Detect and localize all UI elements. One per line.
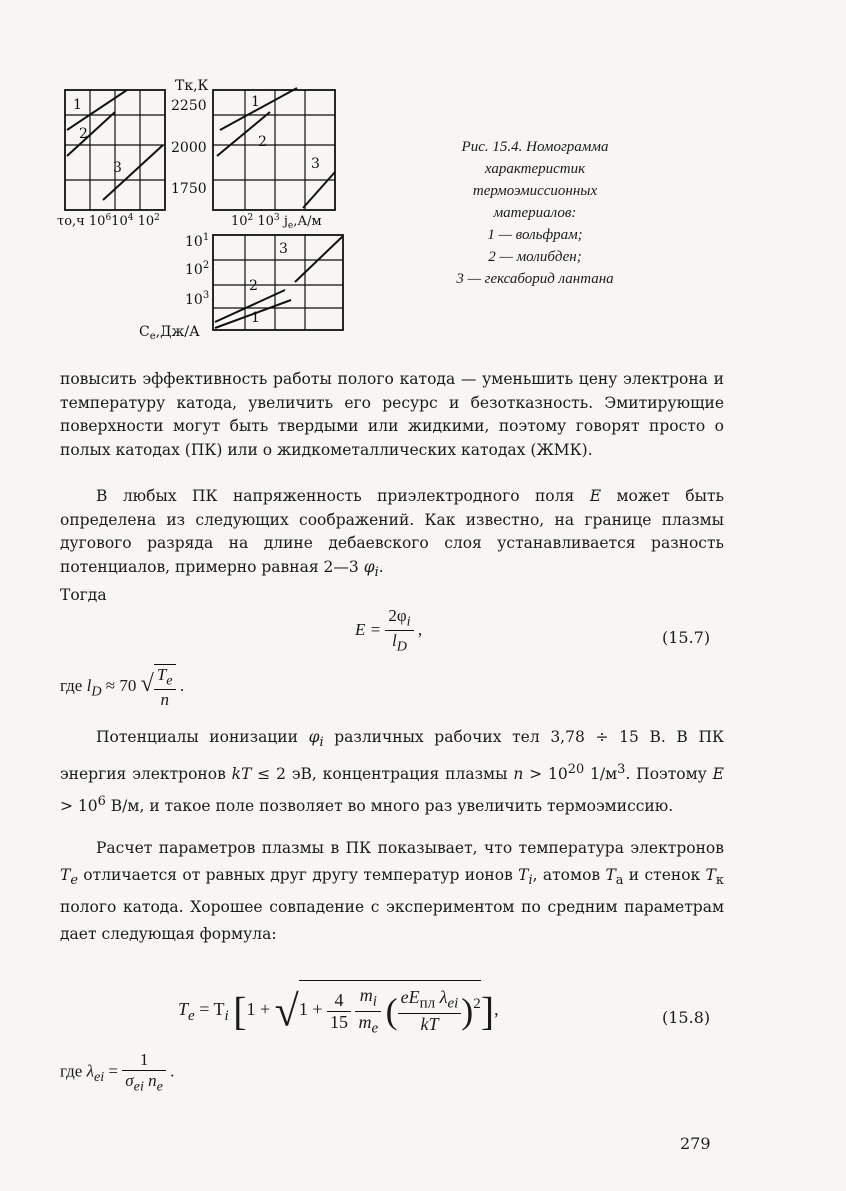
ce-tick-3: $10^3$: [185, 290, 210, 308]
tk-tick-2250: 2250: [171, 98, 207, 114]
paragraph-2: В любых ПК напряженность приэлектродного поля E может быть определена из следующих соображений. Как известно, на границе плазмы дугового разряда на длине дебаевского слоя устанавливается разность потенциалов, примерно равная 2—3 $\varphi_i$. Тогда: [60, 487, 724, 605]
figure-caption: [400, 136, 670, 290]
region-label-1-right: 1: [251, 94, 260, 110]
region-label-2-right: 2: [258, 134, 267, 150]
region-label-3-left: 3: [113, 160, 122, 176]
lambda-formula: где $\lambda_{ei}$ = $\frac{1}{\sigma_{ei} n_e}$ .: [60, 1050, 175, 1095]
caption-item-1: 1 — вольфрам;: [487, 227, 583, 243]
equation-15-7: E = $\frac{2\varphi_i}{l_D}$ ,: [355, 606, 423, 655]
grid-top-right: [213, 88, 335, 210]
tk-tick-1750: 1750: [171, 181, 207, 197]
region-label-3-bottom: 3: [279, 241, 288, 257]
equation-number: (15.8): [662, 1008, 711, 1027]
grid-bottom: [213, 235, 343, 330]
caption-line: характеристик: [484, 161, 586, 177]
caption-title: Рис. 15.4. Номограмма: [461, 139, 609, 155]
region-label-2-bottom: 2: [249, 278, 258, 294]
region-label-1-bottom: 1: [251, 310, 260, 326]
caption-item-2: 2 — молибден;: [488, 249, 582, 265]
je-axis-label: $10^2$ $10^3$ $j_e,А/м$: [231, 213, 322, 231]
paragraph-4: Расчет параметров плазмы в ПК показывает, что температура электронов $T_e$ отличается от равных друг другу температур ионов $T_i$, атомов $T_а$ и стенок $T_к$ полого катода. Хорошее совпадение с экспериментом по средним параметрам дает следующая формула:: [60, 839, 724, 944]
equation-15-8: $T_e = T_i$ [1 + √1 + $\frac{4}{15}$ $\frac{m_i}{m_e}$ ( $\frac{eE_{пл} \lambda_{ei}}{kT}$ )$^2$],: [178, 980, 499, 1037]
tk-tick-2000: 2000: [171, 140, 207, 156]
page-number: 279: [680, 1134, 711, 1153]
paragraph-1: повысить эффективность работы полого катода — уменьшить цену электрона и температуру катода, увеличить его ресурс и безотказность. Эмитирующие поверхности могут быть твердыми или жидкими, поэтому говорят просто о полых катодах (ПК) или о жидкометаллических катодах (ЖМК).: [60, 370, 724, 459]
ce-axis-label: $C_e,Дж/А$: [139, 324, 200, 340]
caption-line: термоэмиссионных: [472, 183, 598, 199]
nomogram-figure: [55, 60, 355, 340]
caption-line: материалов:: [493, 205, 577, 221]
equation-number: (15.7): [662, 628, 711, 647]
caption-item-3: 3 — гексаборид лантана: [456, 271, 614, 287]
region-label-3-right: 3: [311, 156, 320, 172]
tk-axis-label: Тк,К: [175, 78, 209, 94]
region-label-1-left: 1: [73, 97, 82, 113]
paragraph-3: Потенциалы ионизации $\varphi_i$ различных рабочих тел 3,78 ÷ 15 В. В ПК энергия электронов kT ≤ 2 эВ, концентрация плазмы $n > 10^{20}$ $1/м^3$. Поэтому $E > 10^6$ В/м, и такое поле позволяет во много раз увеличить термоэмиссию.: [60, 728, 724, 816]
region-label-2-left: 2: [79, 126, 88, 142]
tau-axis-label: τо,ч $10^610^4$ $10^2$: [57, 213, 160, 229]
ce-tick-1: $10^1$: [185, 232, 210, 250]
ce-tick-2: $10^2$: [185, 260, 210, 278]
debye-length-formula: где $l_D \approx 70$ √ $\frac{T_e}{n}$ .: [60, 665, 185, 710]
